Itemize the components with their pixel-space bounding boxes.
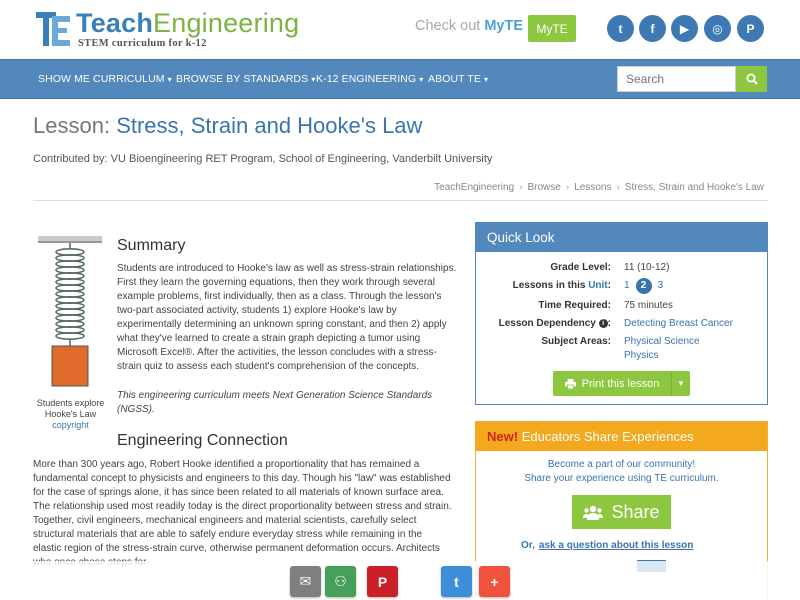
- lessons-label-text: Lessons in this: [512, 280, 586, 291]
- lesson-3-link[interactable]: 3: [657, 280, 664, 291]
- breadcrumb-item[interactable]: Browse: [527, 182, 561, 193]
- caret-down-icon[interactable]: ▼: [677, 379, 685, 388]
- subject-physical-science[interactable]: Physical Science: [624, 336, 700, 347]
- search-button[interactable]: [736, 66, 767, 92]
- quick-look-title: Quick Look: [476, 223, 767, 252]
- nav-about-te[interactable]: [428, 73, 488, 85]
- youtube-icon[interactable]: ▶: [671, 15, 698, 42]
- nav-label: ABOUT TE: [428, 73, 481, 85]
- breadcrumb-separator: ›: [519, 182, 523, 193]
- ask-question-link[interactable]: ask a question about this lesson: [538, 540, 694, 551]
- share-button[interactable]: [572, 495, 671, 529]
- logo-teach: Teach: [76, 8, 154, 38]
- contributed-by: Contributed by: VU Bioengineering RET Program, School of Engineering, Vanderbilt University: [33, 153, 493, 165]
- nav-k12-engineering[interactable]: [316, 73, 423, 85]
- share-panel-header: [476, 422, 767, 451]
- summary-text: Students are introduced to Hooke's law as well as stress-strain relationships. First they learn the governing equations, then they work through several example problems, first individually, then as a class. Through the lesson's two-part associated activity, students 1) explore Hooke's law by experimentally determining an unknown spring constant, and then 2) apply what they've learned to create a strain graph depicting a tumor using Microsoft Excel®. After the activities, the lesson concludes with a stress-strain quiz to assess each student's comprehension of the concepts.: [117, 263, 457, 372]
- site-header: [0, 0, 800, 58]
- lessons-label-colon: :: [607, 280, 611, 291]
- checkout-label: Check out: [415, 18, 481, 34]
- or-text: Or,: [521, 540, 535, 551]
- breadcrumb-separator: ›: [616, 182, 620, 193]
- breadcrumb-current: Stress, Strain and Hooke's Law: [624, 182, 764, 193]
- lesson-dependency-label: [481, 318, 611, 329]
- share-button-label: Share: [611, 501, 660, 522]
- share-group-icon[interactable]: ⚇: [325, 566, 356, 597]
- logo-mark-icon: [36, 12, 70, 46]
- dependency-link[interactable]: Detecting Breast Cancer: [624, 318, 733, 329]
- engineering-connection-heading: Engineering Connection: [117, 432, 288, 449]
- ngss-note: This engineering curriculum meets Next Generation Science Standards (NGSS).: [117, 390, 433, 415]
- subject-physics[interactable]: Physics: [624, 350, 659, 361]
- chevron-down-icon: ▾: [167, 75, 172, 84]
- breadcrumb: [434, 182, 764, 193]
- twitter-icon[interactable]: t: [607, 15, 634, 42]
- print-label: Print this lesson: [581, 377, 660, 390]
- subject-areas-label: Subject Areas:: [541, 336, 611, 347]
- lesson-dependency-colon: :: [607, 318, 611, 329]
- search-icon: [746, 73, 758, 85]
- myte-wordmark: [484, 18, 523, 34]
- breadcrumb-item[interactable]: Lessons: [574, 182, 612, 193]
- print-lesson-button[interactable]: [553, 371, 690, 396]
- summary-heading: Summary: [117, 237, 186, 254]
- nav-browse-by-standards[interactable]: [176, 73, 315, 85]
- site-logo[interactable]: [36, 10, 306, 52]
- lesson-1-link[interactable]: 1: [624, 280, 630, 291]
- lesson-name: Stress, Strain and Hooke's Law: [116, 113, 423, 138]
- twitter-icon[interactable]: t: [441, 566, 472, 597]
- more-plus-icon[interactable]: +: [479, 566, 510, 597]
- lessons-in-unit-label: [481, 280, 611, 291]
- myte-my: My: [484, 18, 505, 34]
- print-main[interactable]: [553, 371, 672, 396]
- logo-wordmark: [76, 8, 299, 39]
- grade-level-value: 11 (10-12): [624, 262, 670, 273]
- spring-mass-image[interactable]: [38, 236, 102, 396]
- lesson-dependency-text: Lesson Dependency: [498, 318, 596, 329]
- myte-te: TE: [504, 18, 524, 34]
- copyright-link[interactable]: copyright: [52, 420, 89, 430]
- page-title: [33, 113, 422, 139]
- time-required-value: 75 minutes: [624, 300, 673, 311]
- info-icon[interactable]: i: [599, 319, 608, 328]
- checkout-myte-text: [415, 18, 523, 34]
- logo-tagline: STEM curriculum for k-12: [78, 38, 207, 49]
- myte-button[interactable]: MyTE: [528, 15, 576, 42]
- logo-engineering: Engineering: [153, 8, 300, 38]
- nav-label: K-12 ENGINEERING: [316, 73, 417, 85]
- quick-look-panel: [475, 222, 768, 405]
- figure-caption-text: Students explore Hooke's Law: [36, 398, 105, 419]
- time-required-label: Time Required:: [538, 300, 611, 311]
- email-icon[interactable]: ✉: [290, 566, 321, 597]
- users-icon: [583, 505, 603, 520]
- pinterest-icon[interactable]: P: [737, 15, 764, 42]
- nav-label: BROWSE BY STANDARDS: [176, 73, 309, 85]
- grade-level-label: Grade Level:: [550, 262, 611, 273]
- chevron-down-icon: ▾: [419, 75, 424, 84]
- lesson-numbers: [624, 278, 663, 294]
- figure-caption: [33, 398, 108, 431]
- share-panel-title: Educators Share Experiences: [521, 429, 694, 444]
- facebook-icon[interactable]: f: [639, 15, 666, 42]
- unit-link[interactable]: Unit: [588, 280, 608, 291]
- printer-icon: [565, 379, 576, 389]
- ask-question-line: [521, 540, 693, 551]
- share-line-experience: Share your experience using TE curriculum.: [524, 473, 719, 484]
- breadcrumb-separator: ›: [565, 182, 570, 193]
- engineering-connection-text: More than 300 years ago, Robert Hooke identified a proportionality that has remained a fundamental concept to physicists and engineers to this day. Though his "law" was established for the case of springs alone, it has since been related to all materials of known surface area. The relationship used most readily today is the direct proportionality between stress and strain. Together, civil engineers, mechanical engineers and material scientists, carefully select structural materials that are able to safely endure everyday stress while remaining in the elastic region of the stress-strain curve, otherwise permanent deformation occurs. Architects: [33, 459, 452, 554]
- nav-label: SHOW ME CURRICULUM: [38, 73, 165, 85]
- share-line-community: Become a part of our community!: [547, 459, 696, 470]
- floating-share-bar: [0, 561, 800, 600]
- breadcrumb-item[interactable]: TeachEngineering: [434, 182, 515, 193]
- current-lesson-badge: 2: [636, 278, 652, 294]
- chevron-down-icon: ▾: [483, 75, 489, 84]
- instagram-icon[interactable]: ◎: [704, 15, 731, 42]
- pinterest-icon[interactable]: P: [367, 566, 398, 597]
- new-badge: New!: [487, 429, 519, 444]
- nav-show-me-curriculum[interactable]: [38, 73, 172, 85]
- lesson-prefix: Lesson:: [33, 113, 111, 138]
- title-divider: [33, 200, 768, 201]
- main-nav: [0, 59, 800, 99]
- chevron-down-icon: ▾: [311, 75, 316, 84]
- search-input[interactable]: [617, 66, 736, 92]
